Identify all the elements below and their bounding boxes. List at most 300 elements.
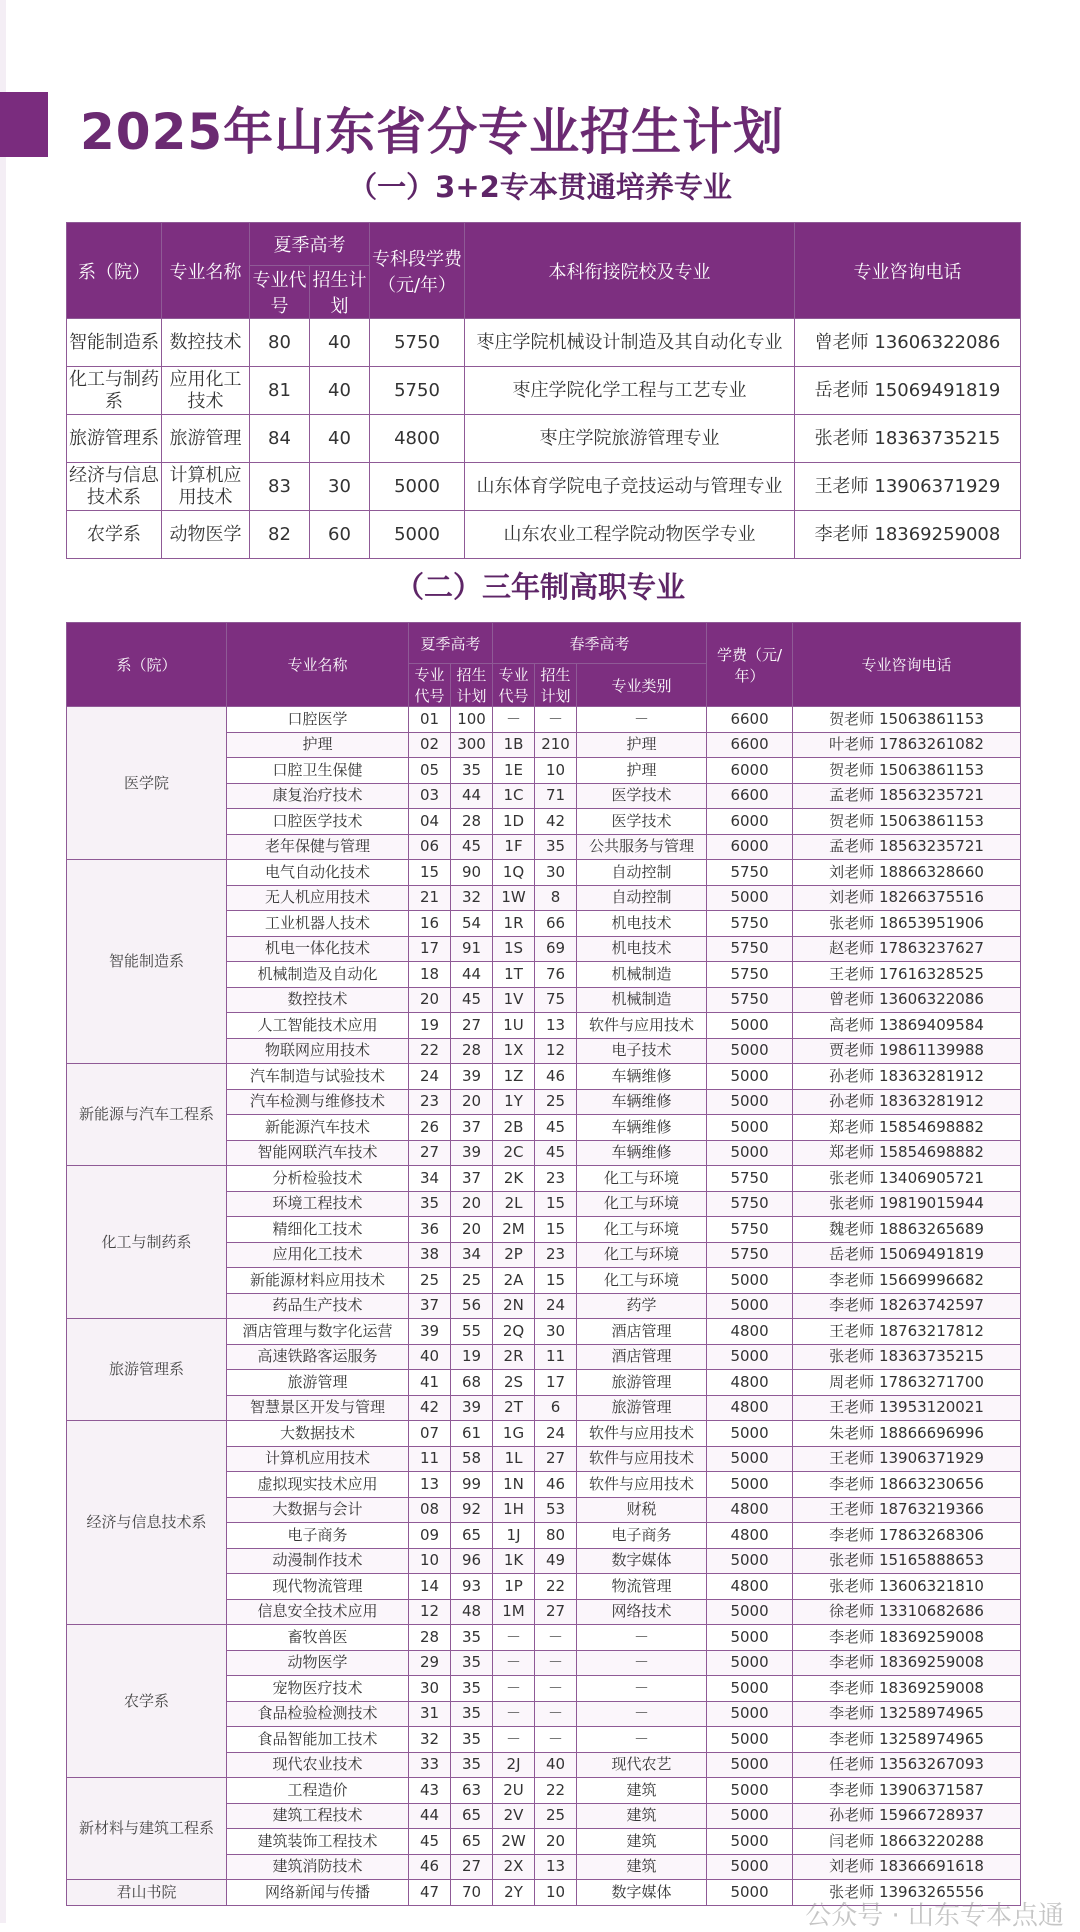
cell-dept: 化工与制药系	[67, 1166, 227, 1319]
header-spring: 春季高考	[493, 623, 707, 664]
header-spring-code: 专业代号	[493, 664, 535, 707]
cell-category: 公共服务与管理	[577, 834, 707, 860]
cell-major: 食品智能加工技术	[227, 1727, 409, 1753]
header-plan: 招生计划	[310, 266, 370, 319]
cell-spring-plan: －	[535, 1676, 577, 1702]
cell-dept: 新材料与建筑工程系	[67, 1778, 227, 1880]
cell-summer-plan: 70	[451, 1880, 493, 1906]
cell-category: 化工与环境	[577, 1191, 707, 1217]
cell-summer-plan: 100	[451, 707, 493, 733]
cell-spring-plan: 15	[535, 1217, 577, 1243]
header-major: 专业名称	[162, 223, 250, 319]
cell-summer-code: 05	[409, 758, 451, 784]
cell-fee: 5000	[707, 1829, 793, 1855]
table-row	[67, 415, 1021, 463]
header-fee: 学费（元/年）	[707, 623, 793, 707]
cell-spring-plan: 53	[535, 1497, 577, 1523]
cell-category: 医学技术	[577, 809, 707, 835]
cell-dept: 经济与信息技术系	[67, 1421, 227, 1625]
cell-major: 大数据与会计	[227, 1497, 409, 1523]
header-phone: 专业咨询电话	[795, 223, 1021, 319]
header-dept: 系（院）	[67, 623, 227, 707]
cell-summer-plan: 54	[451, 911, 493, 937]
cell-category: 机械制造	[577, 962, 707, 988]
cell-fee: 5000	[707, 1803, 793, 1829]
watermark: 公众号 · 山东专本点通	[805, 1901, 1064, 1931]
cell-phone: 贾老师 19861139988	[793, 1038, 1021, 1064]
cell-fee: 5000	[707, 1344, 793, 1370]
cell-phone: 张老师 13606321810	[793, 1574, 1021, 1600]
cell-fee: 5000	[707, 1625, 793, 1651]
cell-spring-code: 2C	[493, 1140, 535, 1166]
cell-category: 机电技术	[577, 936, 707, 962]
cell-major: 大数据技术	[227, 1421, 409, 1447]
cell-summer-code: 46	[409, 1854, 451, 1880]
table-row	[67, 1421, 1021, 1447]
cell-dept: 旅游管理系	[67, 415, 162, 463]
cell-summer-code: 23	[409, 1089, 451, 1115]
cell-summer-plan: 20	[451, 1089, 493, 1115]
cell-summer-plan: 65	[451, 1829, 493, 1855]
cell-fee: 4800	[707, 1523, 793, 1549]
cell-phone: 张老师 13406905721	[793, 1166, 1021, 1192]
cell-major: 酒店管理与数字化运营	[227, 1319, 409, 1345]
cell-dept: 农学系	[67, 511, 162, 559]
cell-phone: 刘老师 18866328660	[793, 860, 1021, 886]
cell-major: 应用化工技术	[162, 367, 250, 415]
cell-spring-plan: 66	[535, 911, 577, 937]
cell-spring-plan: 27	[535, 1446, 577, 1472]
cell-major: 工业机器人技术	[227, 911, 409, 937]
cell-summer-code: 28	[409, 1625, 451, 1651]
cell-partner: 山东农业工程学院动物医学专业	[465, 511, 795, 559]
cell-major: 网络新闻与传播	[227, 1880, 409, 1906]
cell-category: 机电技术	[577, 911, 707, 937]
cell-major: 现代农业技术	[227, 1752, 409, 1778]
cell-summer-plan: 56	[451, 1293, 493, 1319]
cell-summer-code: 32	[409, 1727, 451, 1753]
cell-spring-code: 1R	[493, 911, 535, 937]
cell-major: 护理	[227, 732, 409, 758]
cell-spring-plan: 12	[535, 1038, 577, 1064]
cell-category: －	[577, 1701, 707, 1727]
cell-category: 酒店管理	[577, 1344, 707, 1370]
cell-plan: 40	[310, 367, 370, 415]
cell-summer-plan: 45	[451, 834, 493, 860]
cell-spring-code: 2M	[493, 1217, 535, 1243]
cell-dept: 新能源与汽车工程系	[67, 1064, 227, 1166]
cell-phone: 叶老师 17863261082	[793, 732, 1021, 758]
cell-summer-code: 03	[409, 783, 451, 809]
cell-category: 化工与环境	[577, 1242, 707, 1268]
cell-summer-code: 17	[409, 936, 451, 962]
cell-spring-plan: 13	[535, 1854, 577, 1880]
page-edge	[0, 0, 6, 1923]
cell-phone: 李老师 15669996682	[793, 1268, 1021, 1294]
cell-category: 数字媒体	[577, 1880, 707, 1906]
cell-category: 网络技术	[577, 1599, 707, 1625]
cell-summer-plan: 27	[451, 1854, 493, 1880]
cell-major: 口腔医学	[227, 707, 409, 733]
cell-major: 汽车检测与维修技术	[227, 1089, 409, 1115]
cell-summer-code: 16	[409, 911, 451, 937]
cell-category: 电子商务	[577, 1523, 707, 1549]
cell-summer-code: 12	[409, 1599, 451, 1625]
cell-spring-code: 2A	[493, 1268, 535, 1294]
cell-summer-plan: 28	[451, 1038, 493, 1064]
cell-category: 建筑	[577, 1829, 707, 1855]
cell-major: 计算机应用技术	[227, 1446, 409, 1472]
cell-spring-code: 2V	[493, 1803, 535, 1829]
cell-major: 智慧景区开发与管理	[227, 1395, 409, 1421]
cell-category: 机械制造	[577, 987, 707, 1013]
cell-spring-code: 1G	[493, 1421, 535, 1447]
cell-dept: 智能制造系	[67, 319, 162, 367]
cell-spring-plan: －	[535, 1650, 577, 1676]
cell-spring-plan: 27	[535, 1599, 577, 1625]
cell-fee: 5000	[707, 1752, 793, 1778]
cell-fee: 5000	[707, 1064, 793, 1090]
cell-major: 口腔医学技术	[227, 809, 409, 835]
cell-phone: 贺老师 15063861153	[793, 758, 1021, 784]
cell-summer-plan: 35	[451, 1727, 493, 1753]
cell-spring-plan: 10	[535, 1880, 577, 1906]
cell-dept: 农学系	[67, 1625, 227, 1778]
cell-summer-plan: 19	[451, 1344, 493, 1370]
cell-phone: 刘老师 18366691618	[793, 1854, 1021, 1880]
cell-fee: 5750	[707, 936, 793, 962]
cell-phone: 李老师 17863268306	[793, 1523, 1021, 1549]
cell-summer-code: 11	[409, 1446, 451, 1472]
cell-summer-code: 26	[409, 1115, 451, 1141]
cell-summer-code: 06	[409, 834, 451, 860]
cell-spring-code: 1W	[493, 885, 535, 911]
header-summer-plan: 招生计划	[451, 664, 493, 707]
cell-phone: 孟老师 18563235721	[793, 783, 1021, 809]
cell-major: 机电一体化技术	[227, 936, 409, 962]
cell-category: 建筑	[577, 1803, 707, 1829]
cell-fee: 5000	[707, 1599, 793, 1625]
cell-dept: 旅游管理系	[67, 1319, 227, 1421]
cell-code: 83	[250, 463, 310, 511]
cell-spring-plan: 45	[535, 1115, 577, 1141]
cell-spring-code: 1N	[493, 1472, 535, 1498]
cell-major: 工程造价	[227, 1778, 409, 1804]
cell-summer-code: 30	[409, 1676, 451, 1702]
cell-category: 车辆维修	[577, 1064, 707, 1090]
cell-phone: 魏老师 18863265689	[793, 1217, 1021, 1243]
cell-summer-plan: 35	[451, 1650, 493, 1676]
cell-summer-plan: 93	[451, 1574, 493, 1600]
cell-spring-code: 2U	[493, 1778, 535, 1804]
cell-phone: 王老师 18763217812	[793, 1319, 1021, 1345]
cell-category: 旅游管理	[577, 1370, 707, 1396]
cell-phone: 王老师 18763219366	[793, 1497, 1021, 1523]
cell-major: 物联网应用技术	[227, 1038, 409, 1064]
cell-summer-plan: 65	[451, 1803, 493, 1829]
cell-spring-plan: 80	[535, 1523, 577, 1549]
cell-spring-plan: －	[535, 1625, 577, 1651]
cell-dept: 经济与信息技术系	[67, 463, 162, 511]
cell-phone: 高老师 13869409584	[793, 1013, 1021, 1039]
cell-summer-plan: 37	[451, 1166, 493, 1192]
table-row	[67, 707, 1021, 733]
cell-spring-plan: 15	[535, 1191, 577, 1217]
table-row	[67, 463, 1021, 511]
cell-spring-code: 1F	[493, 834, 535, 860]
cell-spring-plan: 23	[535, 1166, 577, 1192]
section1-title: （一）3+2专本贯通培养专业	[348, 170, 732, 204]
cell-spring-code: －	[493, 1625, 535, 1651]
cell-category: 财税	[577, 1497, 707, 1523]
cell-phone: 郑老师 15854698882	[793, 1115, 1021, 1141]
cell-spring-code: 1Q	[493, 860, 535, 886]
cell-spring-plan: －	[535, 707, 577, 733]
cell-fee: 5750	[707, 1191, 793, 1217]
cell-spring-plan: 76	[535, 962, 577, 988]
cell-spring-plan: 17	[535, 1370, 577, 1396]
cell-plan: 40	[310, 415, 370, 463]
cell-summer-plan: 28	[451, 809, 493, 835]
cell-partner: 枣庄学院化学工程与工艺专业	[465, 367, 795, 415]
cell-summer-plan: 39	[451, 1140, 493, 1166]
cell-phone: 张老师 15165888653	[793, 1548, 1021, 1574]
cell-phone: 岳老师 15069491819	[795, 367, 1021, 415]
cell-summer-code: 25	[409, 1268, 451, 1294]
cell-category: －	[577, 1650, 707, 1676]
cell-summer-code: 19	[409, 1013, 451, 1039]
cell-major: 环境工程技术	[227, 1191, 409, 1217]
cell-fee: 5000	[707, 1880, 793, 1906]
cell-fee: 5000	[707, 1089, 793, 1115]
cell-category: 酒店管理	[577, 1319, 707, 1345]
cell-fee: 5000	[707, 1293, 793, 1319]
cell-category: 现代农艺	[577, 1752, 707, 1778]
cell-phone: 刘老师 18266375516	[793, 885, 1021, 911]
cell-summer-code: 22	[409, 1038, 451, 1064]
cell-fee: 5000	[707, 1701, 793, 1727]
cell-summer-plan: 32	[451, 885, 493, 911]
cell-summer-plan: 91	[451, 936, 493, 962]
cell-phone: 张老师 18363735215	[795, 415, 1021, 463]
cell-plan: 30	[310, 463, 370, 511]
cell-category: 车辆维修	[577, 1115, 707, 1141]
table-row	[67, 1064, 1021, 1090]
cell-fee: 6000	[707, 809, 793, 835]
cell-spring-code: 1U	[493, 1013, 535, 1039]
cell-summer-code: 09	[409, 1523, 451, 1549]
cell-spring-plan: 10	[535, 758, 577, 784]
cell-phone: 岳老师 15069491819	[793, 1242, 1021, 1268]
cell-code: 84	[250, 415, 310, 463]
cell-spring-code: 2L	[493, 1191, 535, 1217]
cell-spring-code: 2K	[493, 1166, 535, 1192]
cell-phone: 李老师 18369259008	[795, 511, 1021, 559]
cell-phone: 孟老师 18563235721	[793, 834, 1021, 860]
cell-summer-plan: 58	[451, 1446, 493, 1472]
table-row	[67, 1319, 1021, 1345]
cell-fee: 5000	[707, 885, 793, 911]
cell-fee: 5750	[707, 911, 793, 937]
cell-summer-code: 37	[409, 1293, 451, 1319]
cell-major: 动物医学	[162, 511, 250, 559]
cell-summer-plan: 35	[451, 1701, 493, 1727]
cell-spring-plan: 30	[535, 860, 577, 886]
cell-summer-code: 34	[409, 1166, 451, 1192]
cell-spring-code: 1M	[493, 1599, 535, 1625]
cell-summer-plan: 55	[451, 1319, 493, 1345]
cell-category: 电子技术	[577, 1038, 707, 1064]
cell-fee: 4800	[707, 1319, 793, 1345]
cell-phone: 王老师 13906371929	[793, 1446, 1021, 1472]
cell-spring-code: 1D	[493, 809, 535, 835]
cell-phone: 任老师 13563267093	[793, 1752, 1021, 1778]
cell-code: 81	[250, 367, 310, 415]
cell-spring-code: 2Q	[493, 1319, 535, 1345]
cell-category: －	[577, 707, 707, 733]
cell-dept: 化工与制药系	[67, 367, 162, 415]
table-row	[67, 511, 1021, 559]
cell-spring-code: 1X	[493, 1038, 535, 1064]
cell-summer-code: 42	[409, 1395, 451, 1421]
cell-summer-code: 43	[409, 1778, 451, 1804]
cell-phone: 孙老师 15966728937	[793, 1803, 1021, 1829]
cell-summer-code: 31	[409, 1701, 451, 1727]
cell-spring-code: 1L	[493, 1446, 535, 1472]
cell-summer-plan: 90	[451, 860, 493, 886]
cell-partner: 枣庄学院旅游管理专业	[465, 415, 795, 463]
table-row	[67, 860, 1021, 886]
cell-major: 现代物流管理	[227, 1574, 409, 1600]
cell-dept: 智能制造系	[67, 860, 227, 1064]
cell-phone: 张老师 19819015944	[793, 1191, 1021, 1217]
cell-major: 康复治疗技术	[227, 783, 409, 809]
cell-spring-code: －	[493, 1676, 535, 1702]
header-summer: 夏季高考	[409, 623, 493, 664]
header-summer-code: 专业代号	[409, 664, 451, 707]
cell-phone: 周老师 17863271700	[793, 1370, 1021, 1396]
cell-category: 建筑	[577, 1854, 707, 1880]
table-row	[67, 1625, 1021, 1651]
cell-summer-code: 41	[409, 1370, 451, 1396]
cell-phone: 李老师 18369259008	[793, 1625, 1021, 1651]
header-code: 专业代号	[250, 266, 310, 319]
section2-title: （二）三年制高职专业	[394, 570, 685, 604]
cell-category: 化工与环境	[577, 1217, 707, 1243]
cell-spring-plan: 40	[535, 1752, 577, 1778]
cell-major: 药品生产技术	[227, 1293, 409, 1319]
cell-spring-plan: 13	[535, 1013, 577, 1039]
cell-summer-code: 38	[409, 1242, 451, 1268]
cell-major: 新能源汽车技术	[227, 1115, 409, 1141]
cell-phone: 贺老师 15063861153	[793, 809, 1021, 835]
header-phone: 专业咨询电话	[793, 623, 1021, 707]
header-category: 专业类别	[577, 664, 707, 707]
cell-spring-code: 2R	[493, 1344, 535, 1370]
cell-spring-code: 2P	[493, 1242, 535, 1268]
cell-summer-plan: 300	[451, 732, 493, 758]
cell-summer-code: 04	[409, 809, 451, 835]
cell-category: 护理	[577, 758, 707, 784]
cell-major: 宠物医疗技术	[227, 1676, 409, 1702]
cell-spring-plan: 8	[535, 885, 577, 911]
cell-fee: 5000	[707, 1038, 793, 1064]
cell-summer-plan: 68	[451, 1370, 493, 1396]
cell-spring-plan: 42	[535, 809, 577, 835]
cell-phone: 贺老师 15063861153	[793, 707, 1021, 733]
cell-spring-code: 1Z	[493, 1064, 535, 1090]
cell-phone: 李老师 18663230656	[793, 1472, 1021, 1498]
cell-phone: 闫老师 18663220288	[793, 1829, 1021, 1855]
cell-category: 软件与应用技术	[577, 1013, 707, 1039]
cell-category: 护理	[577, 732, 707, 758]
cell-code: 82	[250, 511, 310, 559]
cell-major: 计算机应用技术	[162, 463, 250, 511]
cell-major: 数控技术	[162, 319, 250, 367]
cell-spring-plan: －	[535, 1701, 577, 1727]
cell-spring-plan: 6	[535, 1395, 577, 1421]
cell-summer-plan: 96	[451, 1548, 493, 1574]
cell-fee: 4800	[707, 1497, 793, 1523]
cell-spring-plan: 49	[535, 1548, 577, 1574]
cell-summer-plan: 37	[451, 1115, 493, 1141]
cell-fee: 5000	[707, 1854, 793, 1880]
cell-spring-code: 2J	[493, 1752, 535, 1778]
cell-summer-code: 13	[409, 1472, 451, 1498]
cell-fee: 5750	[707, 1166, 793, 1192]
table-row	[67, 1778, 1021, 1804]
cell-summer-plan: 35	[451, 1752, 493, 1778]
table-3plus2	[66, 222, 1021, 559]
cell-spring-code: 1B	[493, 732, 535, 758]
cell-summer-plan: 27	[451, 1013, 493, 1039]
cell-summer-code: 01	[409, 707, 451, 733]
cell-summer-code: 27	[409, 1140, 451, 1166]
cell-partner: 山东体育学院电子竞技运动与管理专业	[465, 463, 795, 511]
cell-category: 数字媒体	[577, 1548, 707, 1574]
cell-major: 电气自动化技术	[227, 860, 409, 886]
cell-major: 无人机应用技术	[227, 885, 409, 911]
cell-fee: 5750	[370, 319, 465, 367]
cell-major: 畜牧兽医	[227, 1625, 409, 1651]
cell-summer-code: 18	[409, 962, 451, 988]
cell-fee: 4800	[707, 1370, 793, 1396]
cell-spring-code: 1J	[493, 1523, 535, 1549]
cell-fee: 5000	[370, 463, 465, 511]
cell-phone: 张老师 18653951906	[793, 911, 1021, 937]
cell-spring-code: 2Y	[493, 1880, 535, 1906]
cell-spring-plan: 25	[535, 1803, 577, 1829]
cell-fee: 5000	[707, 1013, 793, 1039]
cell-summer-code: 33	[409, 1752, 451, 1778]
cell-spring-code: 2B	[493, 1115, 535, 1141]
cell-spring-code: －	[493, 1701, 535, 1727]
cell-major: 老年保健与管理	[227, 834, 409, 860]
cell-category: 医学技术	[577, 783, 707, 809]
cell-summer-code: 40	[409, 1344, 451, 1370]
cell-summer-plan: 35	[451, 758, 493, 784]
cell-category: 旅游管理	[577, 1395, 707, 1421]
cell-major: 旅游管理	[227, 1370, 409, 1396]
cell-major: 动物医学	[227, 1650, 409, 1676]
cell-fee: 5750	[707, 962, 793, 988]
cell-phone: 李老师 18369259008	[793, 1650, 1021, 1676]
cell-major: 新能源材料应用技术	[227, 1268, 409, 1294]
table-3year	[66, 622, 1021, 1906]
cell-spring-code: 2N	[493, 1293, 535, 1319]
cell-category: 车辆维修	[577, 1140, 707, 1166]
cell-fee: 6000	[707, 758, 793, 784]
